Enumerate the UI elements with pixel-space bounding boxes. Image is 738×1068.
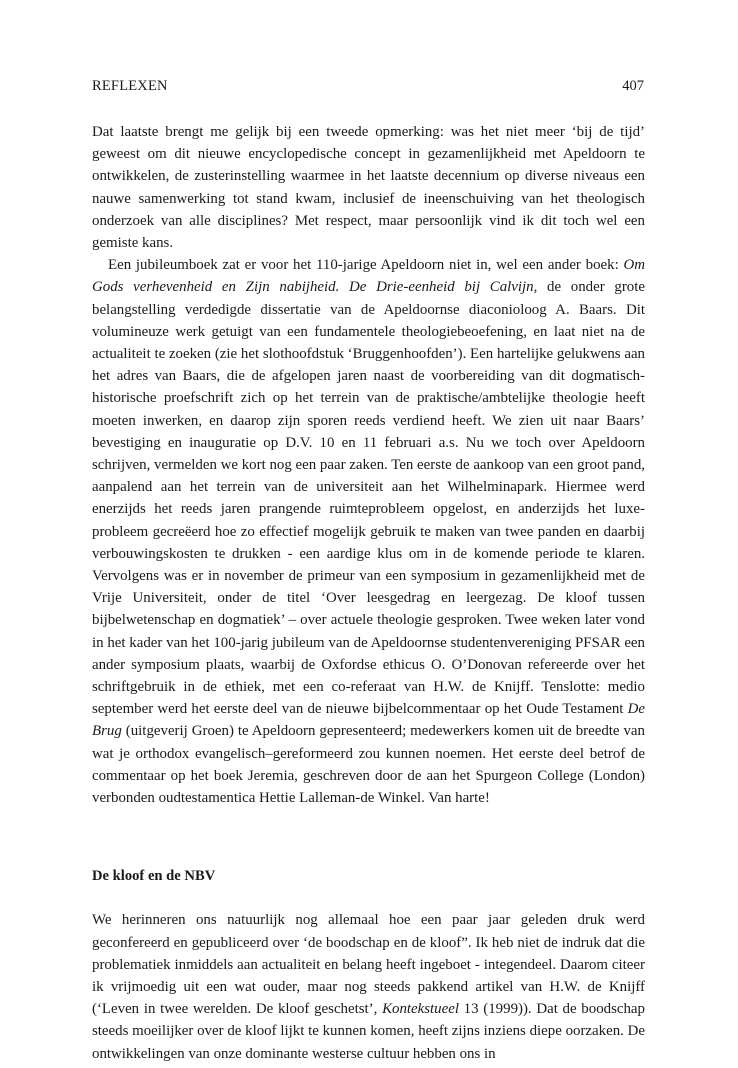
paragraph-2 [92,254,645,809]
paragraph-2-text-c: (uitgeverij Groen) te Apeldoorn gepresenteerd; medewerkers komen uit de breedte van wat je orthodox evangelisch–gereformeerd zou kunnen noemen. Het eerste deel betrof de commentaar op het boek Jeremia, geschreven door de aan het Spurgeon College (London) verbonden oudtestamentica Hettie Lalleman-de Winkel. Van harte! [92,723,645,807]
paragraph-3-text-a: We herinneren ons natuurlijk nog allemaal hoe een paar jaar geleden druk werd geconfereerd en gepubliceerd over ‘de boodschap en de kloof”. Ik heb niet de indruk dat die problematiek inmiddels aan actualiteit en belang heeft ingeboet - integendeel. Daarom citeer ik vrijmoedig uit een wat ouder, maar nog steeds pakkend artikel van H.W. de Knijff (‘Leven in twee werelden. De kloof geschetst’, [92,912,645,1018]
paragraph-3 [92,909,645,1064]
paragraph-2-text-b: , de onder grote belangstelling verdedigde dissertatie van de Apeldoornse diaconioloog A. Baars. Dit volumineuze werk getuigt van een fundamentele theologiebeoefening, en laat niet na de actualiteit te zoeken (zie het slothoofdstuk ‘Bruggenhoofden’). Een hartelijke gelukwens aan het adres van Baars, die de afgelopen jaren naast de voorbereiding van dit dogmatisch-historische proefschrift zich op het terrein van de praktische/ambtelijke theologie heeft moeten inwerken, en daarop zijn sporen reeds verdiend heeft. We zien uit naar Baars’ bevestiging en inauguratie op D.V. 10 en 11 februari a.s. Nu we toch over Apeldoorn schrijven, vermelden we kort nog een paar zaken. Ten eerste de aankoop van een groot pand, aanpalend aan het terrein van de universiteit aan het Wilhelminapark. Hiermee werd enerzijds het reeds jaren prangende ruimteprobleem opgelost, en anderzijds het luxe-probleem gecreëerd hoe zo effectief mogelijk gebruik te maken van twee panden en daarbij verbouwingskosten te drukken - een aardige klus om in de komende periode te klaren. Vervolgens was er in november de primeur van een symposium in gezamenlijkheid met de Vrije Universiteit, onder de titel ‘Over leesgedrag en leergezag. De kloof tussen bijbelwetenschap en dogmatiek’ – over actuele theologie gesproken. Twee weken later vond in het kader van het 100-jarig jubileum van de Apeldoornse studentenvereniging PFSAR een ander symposium plaats, waarbij de Oxfordse ethicus O. O’Donovan refereerde over het schriftgebruik in de ethiek, met een co-referaat van H.W. de Knijff. Tenslotte: medio september werd het eerste deel van de nieuwe bijbelcommentaar op het Oude Testament [92,279,645,718]
book-title-calvijn: Om Gods verhevenheid en Zijn nabijheid. De Drie-eenheid bij Calvijn [92,257,645,296]
paragraph-1: Dat laatste brengt me gelijk bij een tweede opmerking: was het niet meer ‘bij de tijd’ geweest om dit nieuwe encyclopedische concept in gezamenlijkheid met Apeldoorn te ontwikkelen, de zusterinstelling waarmee in het laatste decennium op diverse niveaus een nauwe samenwerking tot stand kwam, inclusief de ineenschuiving van het theologisch onderzoek van alle disciplines? Met respect, maar persoonlijk vind ik dit toch wel een gemiste kans. [92,124,645,252]
running-head: REFLEXEN [92,78,168,94]
page-number: 407 [622,78,644,94]
book-title-de-brug: De Brug [92,701,645,740]
page-body [92,121,645,1065]
journal-title: Kontekstueel [382,1001,459,1018]
paragraph-2-text-a: Een jubileumboek zat er voor het 110-jarige Apeldoorn niet in, wel een ander boek: [108,257,624,274]
section-heading: De kloof en de NBV [92,868,216,885]
paragraph-3-text-b: 13 (1999)). Dat de boodschap steeds moeilijker over de kloof lijkt te kunnen komen, heeft zijns inziens diepe oorzaken. De ontwikkelingen van onze dominante westerse cultuur hebben ons in [92,1001,645,1062]
